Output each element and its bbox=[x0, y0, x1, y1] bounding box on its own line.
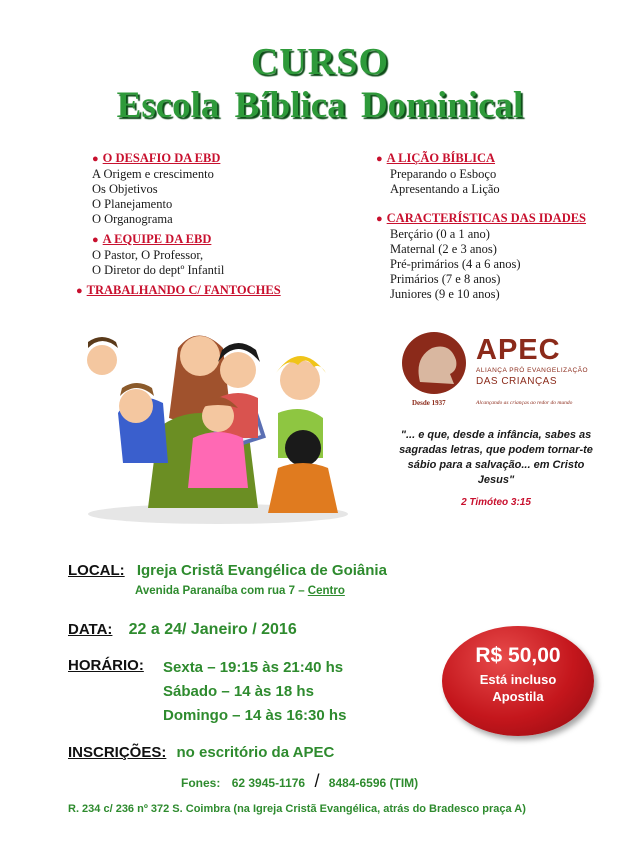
section-fantoches bbox=[76, 283, 281, 299]
section-item: Juniores (9 e 10 anos) bbox=[390, 287, 500, 301]
section-item: Apresentando a Lição bbox=[390, 182, 500, 196]
bullet-icon: ● bbox=[92, 153, 99, 165]
verse-reference: 2 Timóteo 3:15 bbox=[461, 497, 531, 508]
registration-line bbox=[68, 744, 334, 761]
schedule-item: Sexta – 19:15 às 21:40 hs bbox=[163, 659, 344, 676]
section-heading: A LIÇÃO BÍBLICA bbox=[386, 151, 496, 165]
children-reading-illustration bbox=[78, 318, 353, 526]
section-desafio bbox=[92, 151, 220, 227]
apec-since: Desde 1937 bbox=[412, 399, 446, 407]
section-item: Berçário (0 a 1 ano) bbox=[390, 227, 490, 241]
schedule-label: HORÁRIO: bbox=[68, 657, 144, 674]
section-item: Preparando o Esboço bbox=[390, 167, 497, 181]
section-item: O Planejamento bbox=[92, 197, 173, 211]
section-item: O Diretor do deptº Infantil bbox=[92, 263, 225, 277]
section-heading: O DESAFIO DA EBD bbox=[102, 151, 221, 165]
apec-name: APEC bbox=[476, 334, 561, 366]
section-item: A Origem e crescimento bbox=[92, 167, 214, 181]
price-badge bbox=[442, 626, 594, 736]
price-note-1: Está incluso bbox=[479, 672, 557, 687]
address-district: Centro bbox=[307, 585, 345, 597]
apec-slogan: Alcançando as crianças ao redor do mundo bbox=[476, 400, 573, 406]
schedule-item: Sábado – 14 às 18 hs bbox=[163, 683, 314, 700]
apec-tagline-1: ALIANÇA PRÓ EVANGELIZAÇÃO bbox=[476, 367, 589, 374]
local-label: LOCAL: bbox=[68, 562, 125, 579]
schedule-list bbox=[163, 656, 346, 728]
section-equipe bbox=[92, 232, 224, 278]
section-item: Os Objetivos bbox=[92, 182, 158, 196]
date-line bbox=[68, 621, 297, 639]
bullet-icon: ● bbox=[376, 153, 383, 165]
apec-tagline-2: DAS CRIANÇAS bbox=[476, 376, 558, 387]
course-title: CURSO bbox=[250, 41, 390, 83]
section-heading: CARACTERÍSTICAS DAS IDADES bbox=[386, 211, 587, 225]
section-item: O Organograma bbox=[92, 212, 173, 226]
section-heading: TRABALHANDO C/ FANTOCHES bbox=[86, 283, 281, 297]
bullet-icon: ● bbox=[76, 285, 83, 297]
section-item: Maternal (2 e 3 anos) bbox=[390, 242, 497, 256]
address-street: Avenida Paranaíba com rua 7 – bbox=[135, 585, 308, 597]
bullet-icon: ● bbox=[92, 234, 99, 246]
price-value: R$ 50,00 bbox=[475, 644, 561, 667]
bullet-icon: ● bbox=[376, 213, 383, 225]
date-label: DATA: bbox=[68, 621, 113, 638]
footer-address: R. 234 c/ 236 nº 372 S. Coimbra (na Igreja Cristã Evangélica, atrás do Bradesco praça A) bbox=[68, 803, 526, 815]
section-item: Primários (7 e 8 anos) bbox=[390, 272, 501, 286]
phones-line bbox=[181, 771, 418, 792]
course-subtitle: Escola Bíblica Dominical bbox=[116, 85, 524, 126]
local-line bbox=[68, 562, 387, 579]
section-heading: A EQUIPE DA EBD bbox=[102, 232, 212, 246]
bible-verse: "... e que, desde a infância, sabes as sagradas letras, que podem tornar-te sábio para a salvação... em Cristo Jesus" bbox=[399, 429, 593, 486]
section-item: O Pastor, O Professor, bbox=[92, 248, 204, 262]
section-licao bbox=[376, 151, 500, 197]
date-value: 22 a 24/ Janeiro / 2016 bbox=[128, 621, 297, 638]
price-note-2: Apostila bbox=[492, 689, 544, 704]
section-item: Pré-primários (4 a 6 anos) bbox=[390, 257, 521, 271]
registration-value: no escritório da APEC bbox=[176, 744, 335, 761]
registration-label: INSCRIÇÕES: bbox=[68, 744, 167, 761]
phones-label: Fones: bbox=[181, 776, 221, 790]
phone-2: 8484-6596 (TIM) bbox=[328, 776, 419, 790]
section-idades bbox=[376, 211, 586, 302]
phone-1: 62 3945-1176 bbox=[231, 776, 306, 790]
local-address bbox=[135, 585, 345, 597]
schedule-item: Domingo – 14 às 16:30 hs bbox=[163, 707, 347, 724]
phones-separator: / bbox=[314, 771, 320, 791]
local-place: Igreja Cristã Evangélica de Goiânia bbox=[136, 562, 387, 579]
